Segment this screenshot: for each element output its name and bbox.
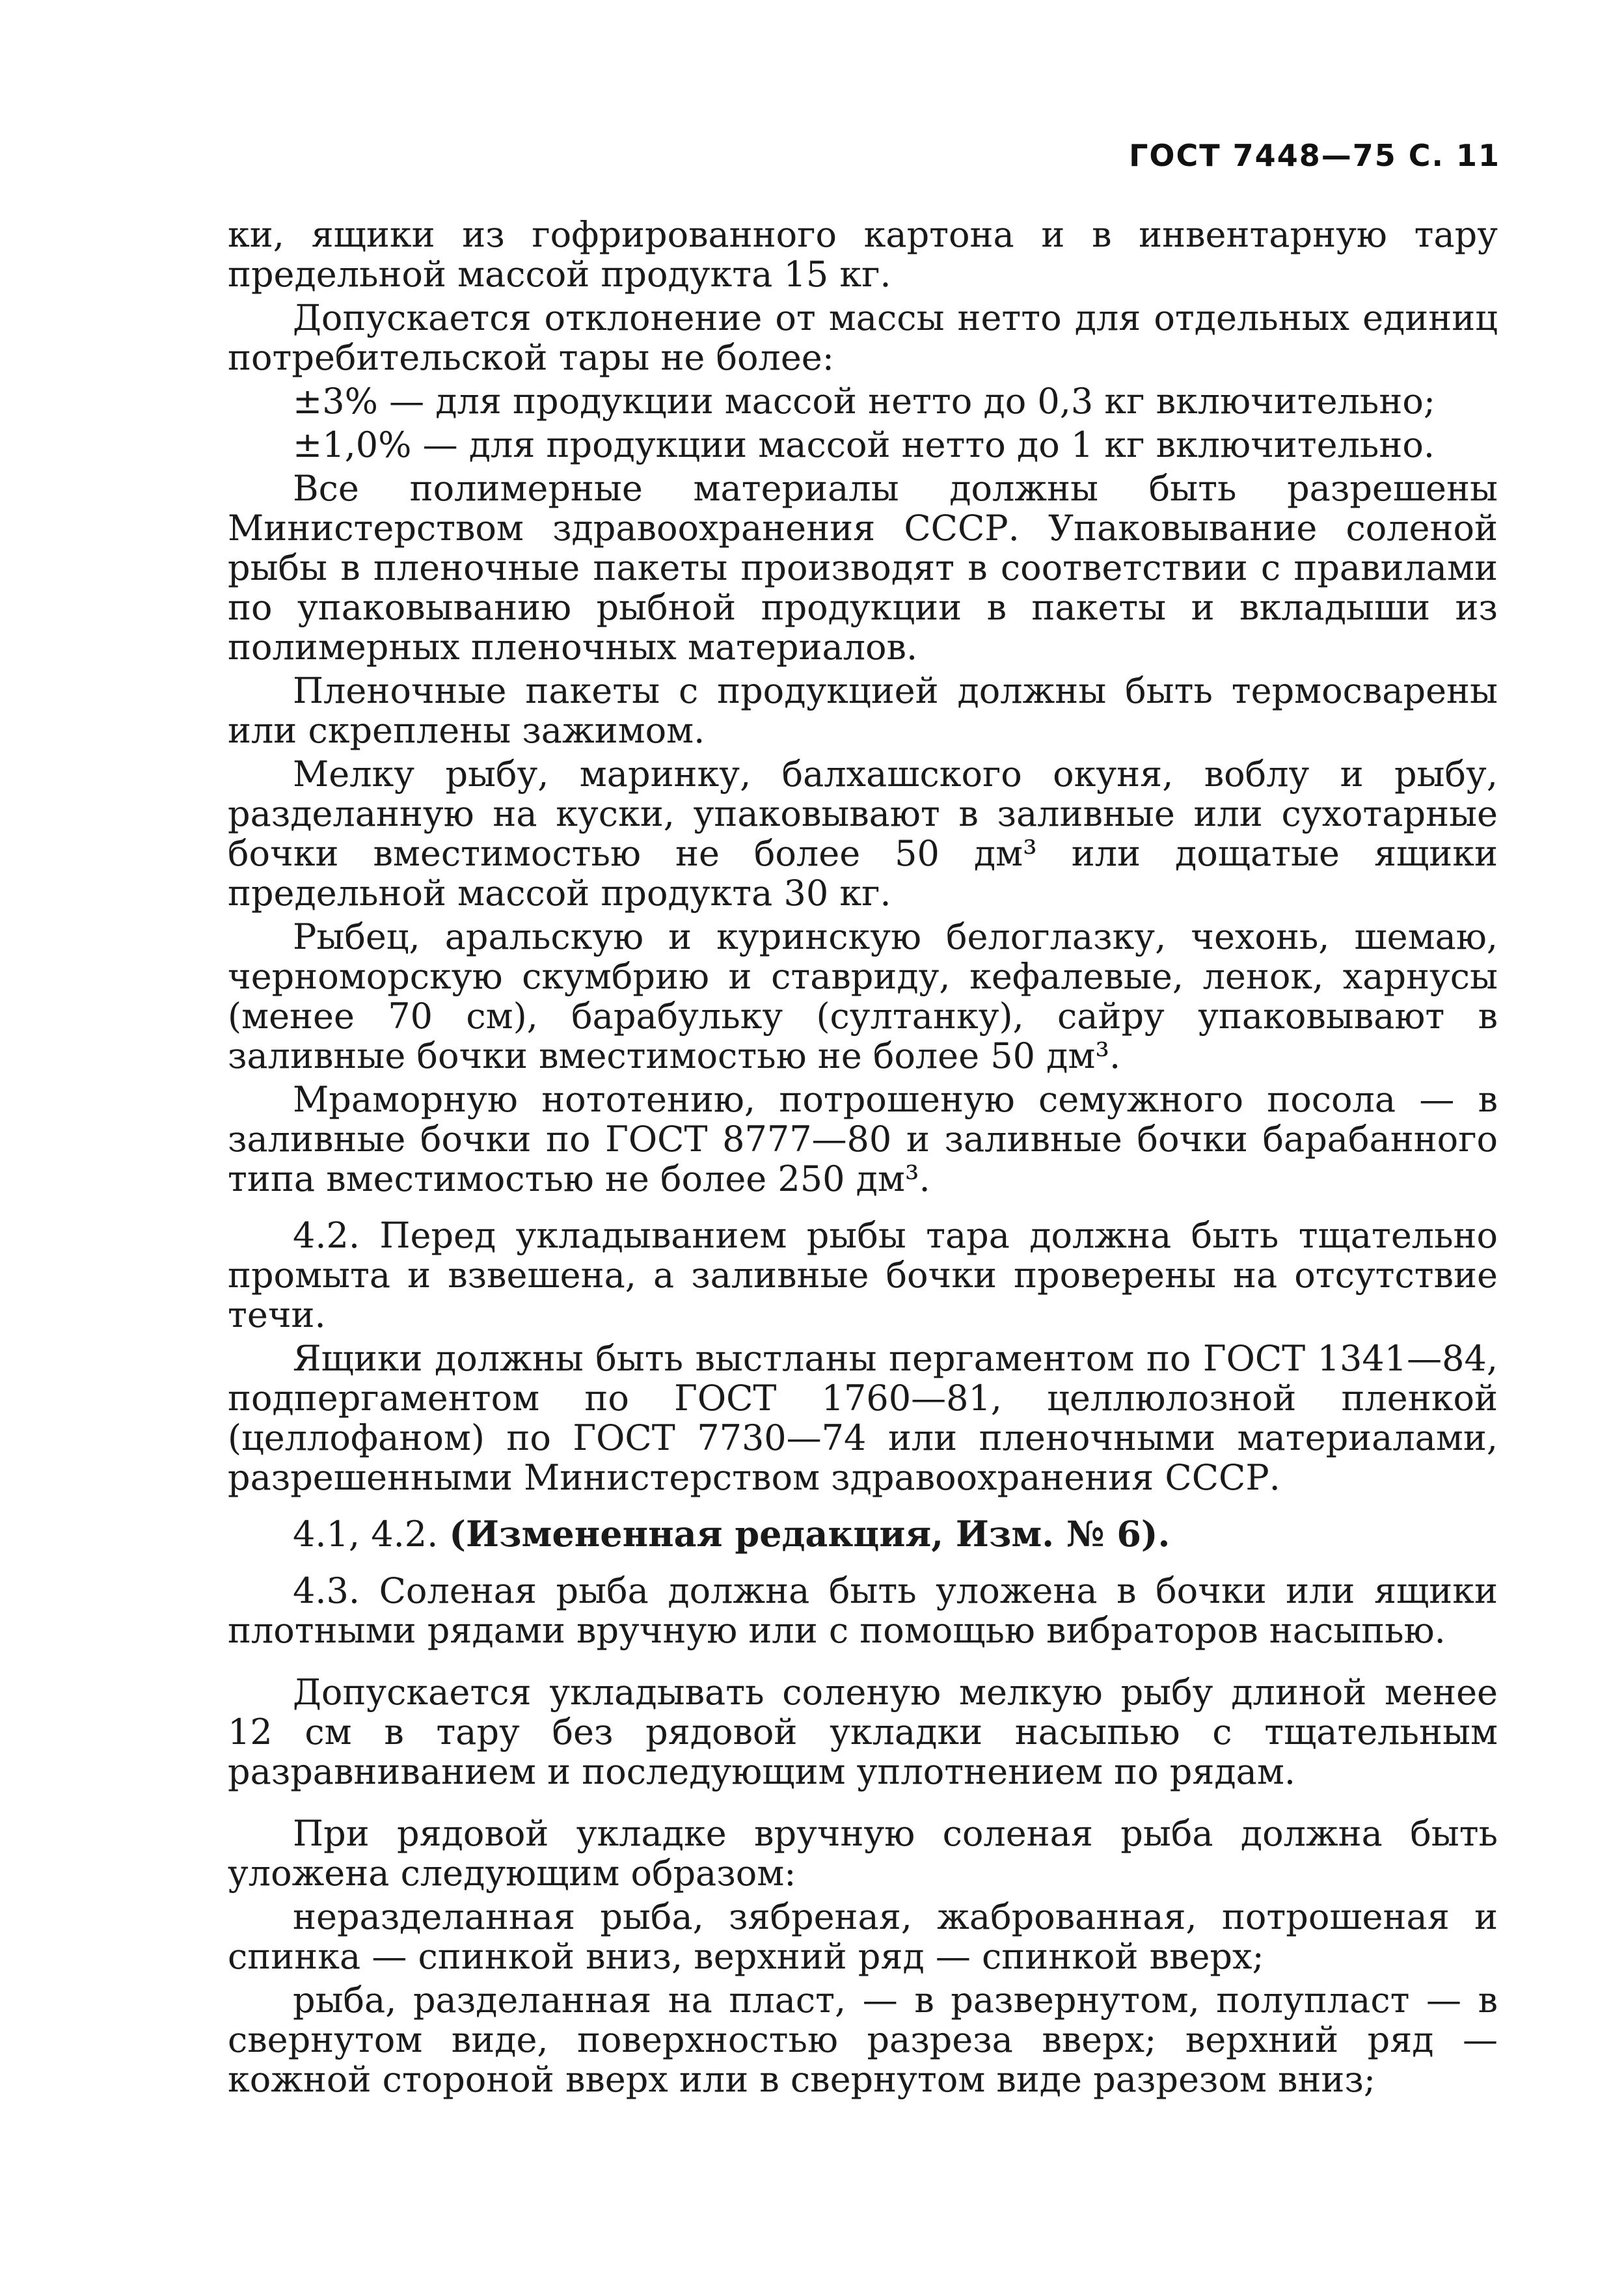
paragraph-ungutted-fish: неразделанная рыба, зябреная, жаброванная, потрошеная и спинка — спинкой вниз, верхний ряд — спинкой вверх; — [228, 1896, 1498, 1977]
paragraph-4-3: 4.3. Соленая рыба должна быть уложена в бочки или ящики плотными рядами вручную или с помощью вибраторов насыпью. — [228, 1570, 1498, 1651]
paragraph-tolerance-1: ±3% — для продукции массой нетто до 0,3 кг включительно; — [293, 381, 1436, 422]
paragraph-tolerance-2: ±1,0% — для продукции массой нетто до 1 кг включительно. — [293, 424, 1435, 465]
paragraph-polymer-materials: Все полимерные материалы должны быть разрешены Министерством здравоохранения СССР. Упаковывание соленой рыбы в пленочные пакеты производят в соответствии с правилами по упаковыванию рыбной продукции в пакеты и вкладыши из полимерных пленочных материалов. — [228, 468, 1498, 668]
amendment-prefix: 4.1, 4.2. — [293, 1514, 450, 1555]
paragraph-small-fish-bulk: Допускается укладывать соленую мелкую рыбу длиной менее 12 см в тару без рядовой укладки насыпью с тщательным разравниванием и последующим уплотнением по рядам. — [228, 1672, 1498, 1792]
paragraph-manual-laying: При рядовой укладке вручную соленая рыба должна быть уложена следующим образом: — [228, 1813, 1498, 1894]
page-header: ГОСТ 7448—75 С. 11 — [1129, 138, 1500, 173]
paragraph-nototheniid: Мраморную нототению, потрошеную семужного посола — в заливные бочки по ГОСТ 8777—80 и заливные бочки барабанного типа вместимостью не более 250 дм³. — [228, 1079, 1498, 1199]
body-text — [228, 215, 1498, 2099]
paragraph-amendment-note — [228, 1514, 1498, 1554]
amendment-bold: (Измененная редакция, Изм. № 6). — [449, 1513, 1171, 1555]
paragraph-small-fish: Мелку рыбу, маринку, балхашского окуня, воблу и рыбу, разделанную на куски, упаковывают в заливные или сухотарные бочки вместимостью не более 50 дм³ или дощатые ящики предельной массой продукта 30 кг. — [228, 754, 1498, 914]
paragraph-continuation: ки, ящики из гофрированного картона и в инвентарную тару предельной массой продукта 15 кг. — [228, 214, 1498, 295]
paragraph-boxes-lining: Ящики должны быть выстланы пергаментом по ГОСТ 1341—84, подпергаментом по ГОСТ 1760—81, целлюлозной пленкой (целлофаном) по ГОСТ 7730—74 или пленочными материалами, разрешенными Министерством здравоохранения СССР. — [228, 1338, 1498, 1498]
paragraph-rybets: Рыбец, аральскую и куринскую белоглазку, чехонь, шемаю, черноморскую скумбрию и ставриду, кефалевые, ленок, харнусы (менее 70 см), барабульку (султанку), сайру упаковывают в заливные бочки вместимостью не более 50 дм³. — [228, 916, 1498, 1076]
paragraph-film-packages: Пленочные пакеты с продукцией должны быть термосварены или скреплены зажимом. — [228, 670, 1498, 751]
paragraph-4-2: 4.2. Перед укладыванием рыбы тара должна быть тщательно промыта и взвешена, а заливные бочки проверены на отсутствие течи. — [228, 1215, 1498, 1335]
paragraph-deviation: Допускается отклонение от массы нетто для отдельных единиц потребительской тары не более: — [228, 297, 1498, 378]
paragraph-split-fish: рыба, разделанная на пласт, — в развернутом, полупласт — в свернутом виде, поверхностью разреза вверх; верхний ряд — кожной стороной вверх или в свернутом виде разрезом вниз; — [228, 1980, 1498, 2100]
